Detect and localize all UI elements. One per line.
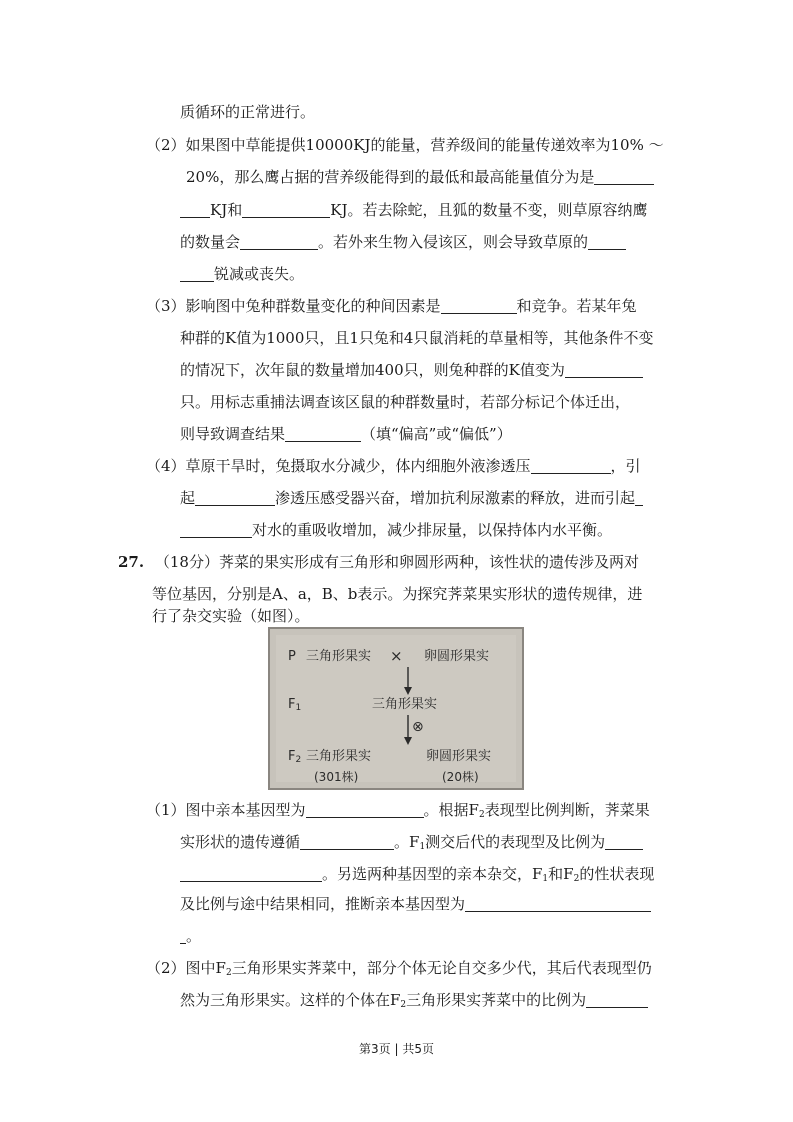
- self-cross-icon: ⊗: [412, 719, 424, 735]
- text-line-20: [180, 864, 654, 889]
- text-line-13: [180, 488, 643, 508]
- answer-blank[interactable]: [588, 233, 626, 250]
- text-line-8: 种群的K值为1000只，且1只兔和4只鼠消耗的草量相等，其他条件不变: [180, 329, 654, 347]
- answer-blank[interactable]: [180, 865, 322, 882]
- text-segment: 三角形果实荠菜中，部分个体无论自交多少代，其后代表现型仍: [231, 959, 652, 977]
- answer-blank[interactable]: [565, 361, 643, 378]
- answer-blank[interactable]: [635, 489, 643, 506]
- answer-blank[interactable]: [300, 833, 394, 850]
- figure-p-label: P: [288, 649, 296, 664]
- question-number: 27.: [118, 553, 145, 571]
- text-segment: 及比例与途中结果相同，推断亲本基因型为: [180, 895, 466, 913]
- f2-letter: F: [288, 749, 296, 764]
- answer-blank[interactable]: [240, 233, 318, 250]
- subscript: 2: [478, 810, 485, 820]
- text-line-11: [180, 424, 512, 444]
- answer-blank[interactable]: [180, 521, 252, 538]
- text-segment: （18分）荠菜的果实形成有三角形和卵圆形两种，该性状的遗传涉及两对: [154, 553, 639, 571]
- figure-p-right: 卵圆形果实: [424, 649, 490, 664]
- question-2-line: （2）如果图中草能提供10000KJ的能量，营养级间的能量传递效率为10% ～: [146, 136, 664, 154]
- text-line-6: [180, 264, 304, 284]
- text-segment: 的情况下，次年鼠的数量增加400只，则兔种群的K值变为: [180, 361, 565, 379]
- answer-blank[interactable]: [180, 201, 210, 218]
- text-segment: 渗透压感受器兴奋，增加抗利尿激素的释放，进而引起: [275, 489, 636, 507]
- text-segment: 然为三角形果实。这样的个体在F: [180, 991, 401, 1009]
- figure-cross-symbol: ×: [390, 647, 403, 665]
- f1-letter: F: [288, 697, 296, 712]
- text-segment: 起: [180, 489, 196, 507]
- figure-f1-text: 三角形果实: [372, 697, 438, 712]
- subscript: 2: [573, 874, 580, 884]
- text-segment: （填“偏高”或“偏低”）: [361, 425, 512, 443]
- figure-panel: [276, 635, 516, 782]
- text-segment: 。: [186, 927, 202, 945]
- text-segment: 和F: [548, 865, 574, 883]
- subscript: 1: [419, 842, 426, 852]
- answer-blank[interactable]: [195, 489, 275, 506]
- text-segment: 表现型比例判断，荠菜果: [484, 801, 650, 819]
- question-27-1-line: [146, 800, 650, 825]
- text-line-1: 质循环的正常进行。: [180, 103, 316, 121]
- question-3-line: [146, 296, 637, 316]
- answer-blank[interactable]: [594, 168, 654, 185]
- text-segment: 的数量会: [180, 233, 241, 251]
- text-line-3: [186, 167, 654, 187]
- text-line-24: [180, 990, 648, 1015]
- answer-blank[interactable]: [605, 833, 643, 850]
- figure-f2-left-count: (301株): [314, 770, 359, 784]
- text-line-19: [180, 832, 643, 857]
- arrow-down-icon: [402, 667, 414, 697]
- question-27-line: [118, 552, 639, 572]
- figure-p-left: 三角形果实: [306, 649, 372, 664]
- text-segment: 实形状的遗传遵循: [180, 833, 301, 851]
- text-segment: （1）图中亲本基因型为: [146, 801, 306, 819]
- text-line-22: [180, 926, 201, 946]
- answer-blank[interactable]: [242, 201, 330, 218]
- figure-f2-left: 三角形果实: [306, 749, 372, 764]
- text-line-21: [180, 894, 651, 914]
- text-line-17: 行了杂交实验（如图）。: [152, 607, 310, 625]
- answer-blank[interactable]: [306, 801, 424, 818]
- answer-blank[interactable]: [586, 991, 648, 1008]
- text-segment: KJ和: [210, 201, 243, 219]
- text-segment: （4）草原干旱时，兔摄取水分减少，体内细胞外液渗透压: [146, 457, 531, 475]
- text-line-5: [180, 232, 626, 252]
- text-segment: 。F: [394, 833, 420, 851]
- text-line-4: [180, 200, 647, 220]
- figure-f2-right: 卵圆形果实: [426, 749, 492, 764]
- answer-blank[interactable]: [441, 297, 517, 314]
- question-4-line: [146, 456, 641, 476]
- text-segment: KJ。若去除蛇，且狐的数量不变，则草原容纳鹰: [330, 201, 648, 219]
- text-segment: 。另选两种基因型的亲本杂交，F: [322, 865, 543, 883]
- text-segment: （3）影响图中兔种群数量变化的种间因素是: [146, 297, 441, 315]
- text-line-14: [180, 520, 612, 540]
- subscript: 2: [400, 1000, 407, 1010]
- text-segment: 。若外来生物入侵该区，则会导致草原的: [318, 233, 589, 251]
- page-footer: 第3页 | 共5页: [359, 1042, 434, 1056]
- text-line-9: [180, 360, 643, 380]
- text-line-16: 等位基因，分别是A、a，B、b表示。为探究荠菜果实形状的遗传规律，进: [152, 585, 643, 603]
- text-segment: （2）图中F: [146, 959, 226, 977]
- f2-subscript: 2: [295, 755, 302, 765]
- text-segment: 。根据F: [423, 801, 479, 819]
- answer-blank[interactable]: [180, 265, 214, 282]
- text-segment: 对水的重吸收增加，减少排尿量，以保持体内水平衡。: [252, 521, 613, 539]
- figure-f2-label: [288, 749, 301, 768]
- answer-blank[interactable]: [285, 425, 361, 442]
- f1-subscript: 1: [295, 703, 302, 713]
- cross-experiment-figure: [268, 627, 524, 790]
- text-segment: ，引: [610, 457, 641, 475]
- text-segment: 20%，那么鹰占据的营养级能得到的最低和最高能量值分为是: [186, 168, 595, 186]
- answer-blank[interactable]: [531, 457, 611, 474]
- text-segment: 锐减或丧失。: [214, 265, 305, 283]
- text-line-10: 只。用标志重捕法调查该区鼠的种群数量时，若部分标记个体迁出，: [180, 393, 631, 411]
- text-segment: 和竞争。若某年兔: [516, 297, 637, 315]
- text-segment: 则导致调查结果: [180, 425, 286, 443]
- subscript: 1: [542, 874, 549, 884]
- figure-f2-right-count: (20株): [442, 770, 479, 784]
- figure-f1-label: [288, 697, 301, 716]
- subscript: 2: [225, 968, 232, 978]
- question-27-2-line: [146, 958, 652, 983]
- answer-blank[interactable]: [465, 895, 651, 912]
- text-segment: 三角形果实荠菜中的比例为: [406, 991, 587, 1009]
- text-segment: 的性状表现: [579, 865, 655, 883]
- text-segment: 测交后代的表现型及比例为: [425, 833, 606, 851]
